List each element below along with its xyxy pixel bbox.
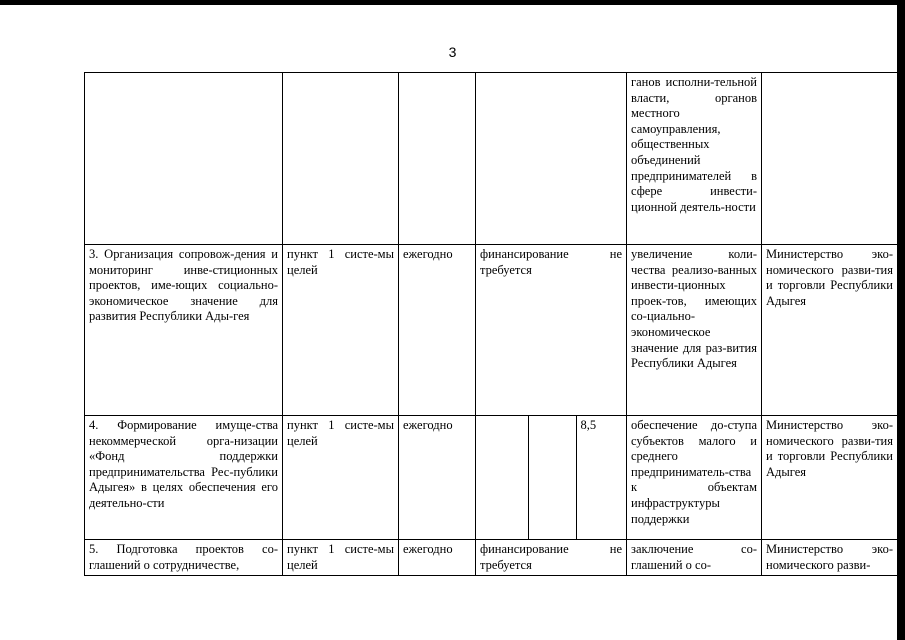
cell-executor	[762, 73, 898, 245]
table-row	[85, 416, 898, 540]
funding-subtable	[476, 416, 626, 539]
cell-result: заключение со-глашений о со-	[627, 540, 762, 576]
cell-basis	[283, 73, 399, 245]
cell-basis: пункт 1 систе-мы целей	[283, 416, 399, 540]
cell-activity: 3. Организация сопровож-дения и мониторинг инве-стиционных проектов, име-ющих социально-экономическое значение для развития Республики Ады-гея	[85, 245, 283, 416]
cell-basis: пункт 1 систе-мы целей	[283, 540, 399, 576]
cell-period: ежегодно	[399, 540, 476, 576]
cell-funding-split	[476, 416, 627, 540]
cell-result: увеличение коли-чества реализо-ванных инвести-ционных проек-тов, имеющих со-циально-экономическое значение для раз-вития Республики Адыгея	[627, 245, 762, 416]
cell-result: ганов исполни-тельной власти, органов местного самоуправления, общественных объединений предпринимателей в сфере инвести-ционной деятель-ности	[627, 73, 762, 245]
plan-table	[84, 72, 898, 576]
cell-funding: финансирование не требуется	[476, 540, 627, 576]
cell-basis: пункт 1 систе-мы целей	[283, 245, 399, 416]
cell-period: ежегодно	[399, 416, 476, 540]
table-row	[85, 245, 898, 416]
table-row	[85, 540, 898, 576]
cell-activity: 5. Подготовка проектов со-глашений о сотрудничестве,	[85, 540, 283, 576]
cell-activity	[85, 73, 283, 245]
page-number: 3	[448, 44, 457, 60]
cell-funding: финансирование не требуется	[476, 245, 627, 416]
funding-amount: 8,5	[576, 416, 626, 539]
cell-funding	[476, 73, 627, 245]
scan-border-right	[897, 0, 905, 640]
funding-subcell	[476, 416, 528, 539]
cell-executor: Министерство эко-номического разви-	[762, 540, 898, 576]
cell-executor: Министерство эко-номического разви-тия и торговли Республики Адыгея	[762, 245, 898, 416]
cell-executor: Министерство эко-номического разви-тия и торговли Республики Адыгея	[762, 416, 898, 540]
cell-result: обеспечение до-ступа субъектов малого и среднего предприниматель-ства к объектам инфраструктуры поддержки	[627, 416, 762, 540]
cell-period: ежегодно	[399, 245, 476, 416]
funding-subcell	[528, 416, 576, 539]
cell-period	[399, 73, 476, 245]
cell-activity: 4. Формирование имуще-ства некоммерческой орга-низации «Фонд поддержки предпринимательства Рес-публики Адыгея» в целях обеспечения его деятельно-сти	[85, 416, 283, 540]
scan-border-top	[0, 0, 905, 5]
table-row	[85, 73, 898, 245]
